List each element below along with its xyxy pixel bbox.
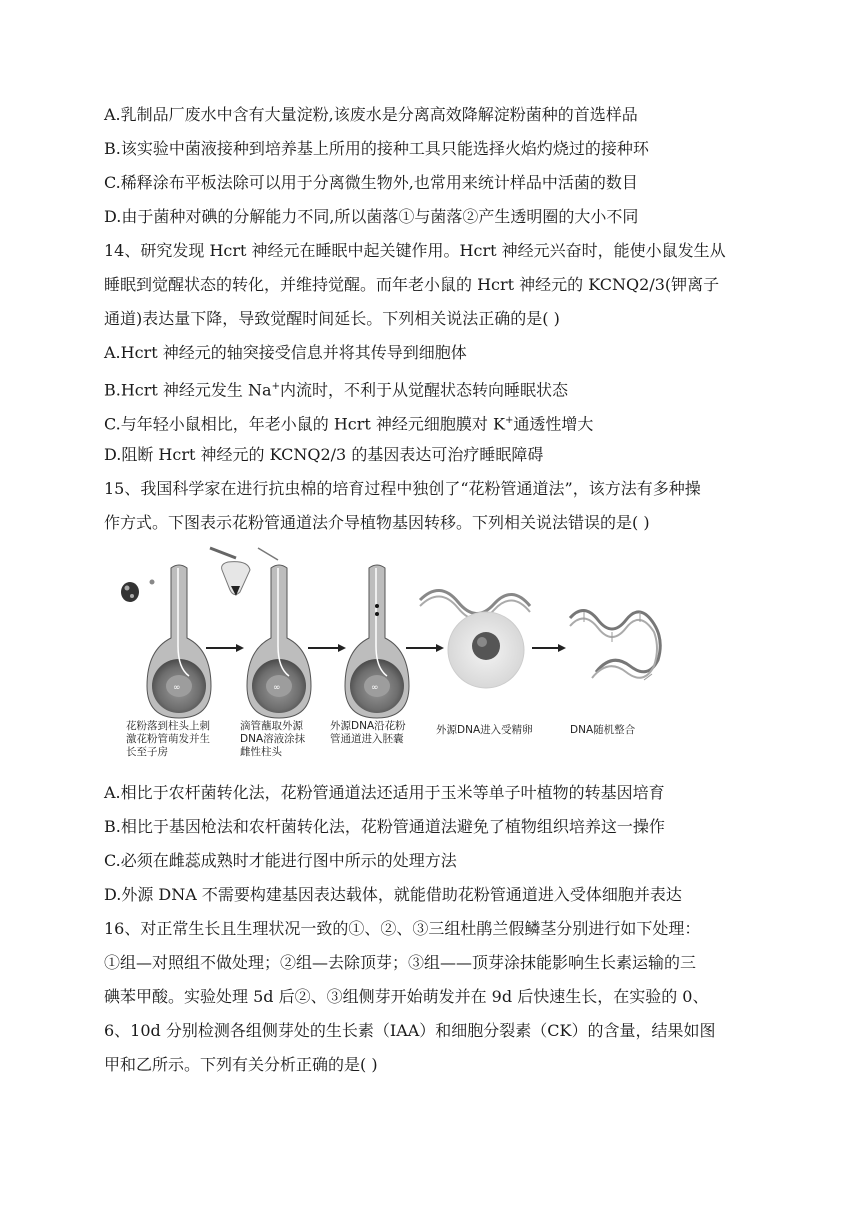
- q13-option-b: B.该实验中菌液接种到培养基上所用的接种工具只能选择火焰灼烧过的接种环: [104, 139, 649, 158]
- pistil-stage-2: [247, 565, 311, 718]
- svg-text:∞: ∞: [273, 683, 281, 693]
- svg-text:∞: ∞: [371, 683, 379, 693]
- pollen-tube-figure: [118, 540, 678, 758]
- svg-text:∞: ∞: [173, 683, 181, 693]
- arrow-icon: [532, 644, 566, 652]
- figure-drawing: [118, 540, 678, 720]
- fertilized-egg-icon: [420, 590, 530, 688]
- q16-stem-line-5: 甲和乙所示。下列有关分析正确的是( ): [104, 1055, 378, 1074]
- q14-option-a: A.Hcrt 神经元的轴突接受信息并将其传导到细胞体: [104, 343, 467, 362]
- arrow-icon: [206, 644, 244, 652]
- q15-stem-line-2: 作方式。下图表示花粉管通道法介导植物基因转移。下列相关说法错误的是( ): [104, 513, 650, 532]
- pistil-stage-1: [147, 565, 211, 718]
- q15-option-c: C.必须在雌蕊成熟时才能进行图中所示的处理方法: [104, 851, 457, 870]
- q14-option-c: C.与年轻小鼠相比，年老小鼠的 Hcrt 神经元细胞膜对 K+通透性增大: [104, 414, 594, 434]
- arrow-icon: [308, 644, 346, 652]
- stage-4-caption: 外源DNA进入受精卵: [436, 724, 533, 736]
- q15-option-b: B.相比于基因枪法和农杆菌转化法，花粉管通道法避免了植物组织培养这一操作: [104, 817, 665, 836]
- q16-stem-line-2: ①组—对照组不做处理；②组—去除顶芽；③组——顶芽涂抹能影响生长素运输的三: [104, 953, 697, 972]
- q14-stem-line-3: 通道)表达量下降，导致觉醒时间延长。下列相关说法正确的是( ): [104, 309, 560, 328]
- q15-stem-line-1: 15、我国科学家在进行抗虫棉的培育过程中独创了“花粉管通道法”，该方法有多种操: [104, 479, 701, 498]
- pollen-grain-icon: [121, 580, 155, 603]
- stage-3-caption: 外源DNA沿花粉 管通道进入胚囊: [330, 720, 406, 745]
- q15-option-d: D.外源 DNA 不需要构建基因表达载体，就能借助花粉管通道进入受体细胞并表达: [104, 885, 682, 904]
- stage-2-caption: 滴管蘸取外源 DNA溶液涂抹 雌性柱头: [240, 720, 306, 758]
- q14-option-b: B.Hcrt 神经元发生 Na+内流时，不利于从觉醒状态转向睡眠状态: [104, 380, 568, 400]
- q13-option-a: A.乳制品厂废水中含有大量淀粉,该废水是分离高效降解淀粉菌种的首选样品: [104, 105, 638, 124]
- q16-stem-line-3: 碘苯甲酸。实验处理 5d 后②、③组侧芽开始萌发并在 9d 后快速生长，在实验的 0、: [104, 987, 709, 1006]
- q13-option-c: C.稀释涂布平板法除可以用于分离微生物外,也常用来统计样品中活菌的数目: [104, 173, 638, 192]
- q14-option-d: D.阻断 Hcrt 神经元的 KCNQ2/3 的基因表达可治疗睡眠障碍: [104, 445, 544, 464]
- q15-option-a: A.相比于农杆菌转化法，花粉管通道法还适用于玉米等单子叶植物的转基因培育: [104, 783, 665, 802]
- q14-stem-line-1: 14、研究发现 Hcrt 神经元在睡眠中起关键作用。Hcrt 神经元兴奋时，能使小鼠发生从: [104, 241, 726, 260]
- stage-5-caption: DNA随机整合: [570, 724, 636, 736]
- pistil-stage-3: [345, 565, 409, 718]
- dna-helix-icon: [570, 610, 660, 680]
- q13-option-d: D.由于菌种对碘的分解能力不同,所以菌落①与菌落②产生透明圈的大小不同: [104, 207, 639, 226]
- q16-stem-line-4: 6、10d 分别检测各组侧芽处的生长素（IAA）和细胞分裂素（CK）的含量，结果如图: [104, 1021, 716, 1040]
- arrow-icon: [406, 644, 444, 652]
- dropper-icon: [210, 548, 278, 596]
- q14-stem-line-2: 睡眠到觉醒状态的转化，并维持觉醒。而年老小鼠的 Hcrt 神经元的 KCNQ2/3(钾离子: [104, 275, 720, 294]
- q16-stem-line-1: 16、对正常生长且生理状况一致的①、②、③三组杜鹃兰假鳞茎分别进行如下处理：: [104, 919, 701, 938]
- stage-1-caption: 花粉落到柱头上刺 激花粉管萌发并生 长至子房: [126, 720, 210, 758]
